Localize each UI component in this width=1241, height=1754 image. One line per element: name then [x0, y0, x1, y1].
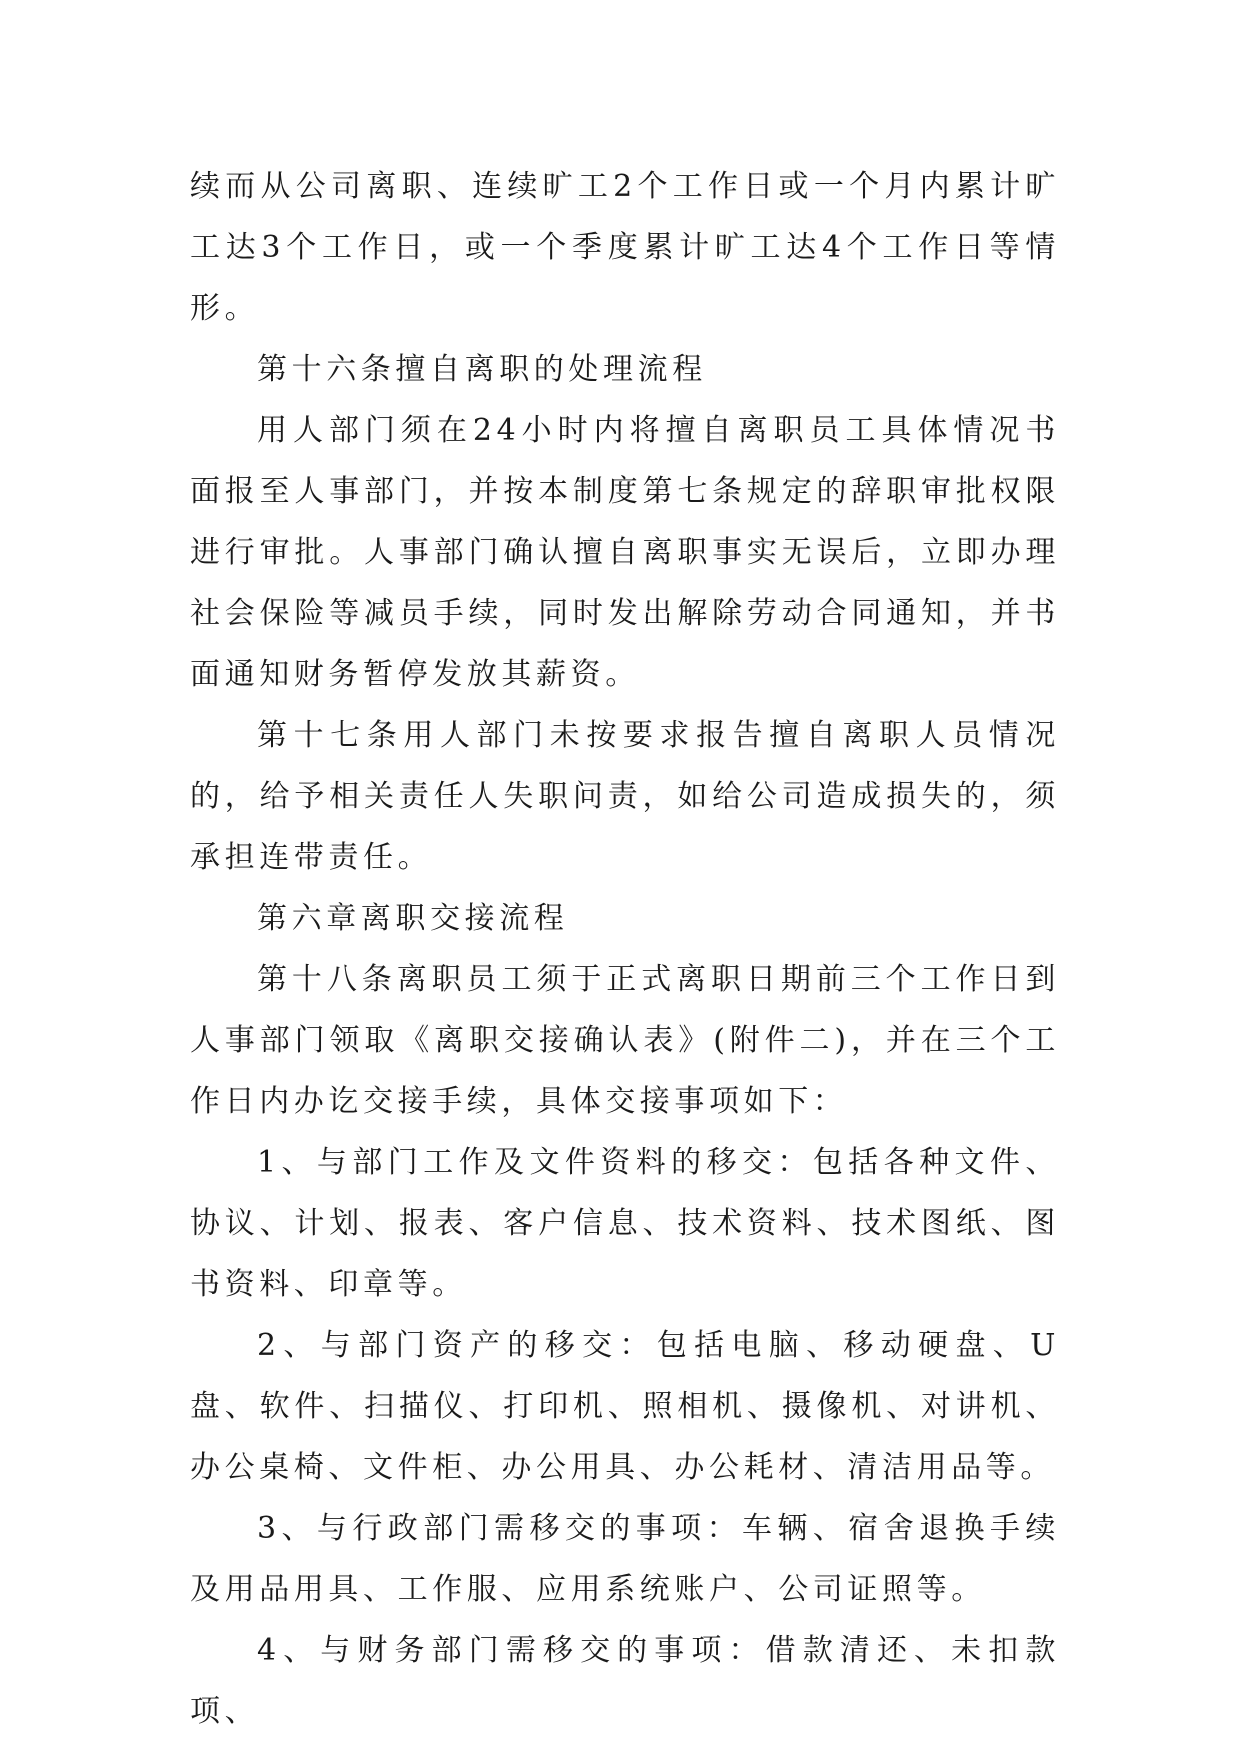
- paragraph-7: 1、与部门工作及文件资料的移交：包括各种文件、协议、计划、报表、客户信息、技术资料、技术图纸、图书资料、印章等。: [190, 1145, 1060, 1302]
- paragraph-9: 3、与行政部门需移交的事项：车辆、宿舍退换手续及用品用具、工作服、应用系统账户、公司证照等。: [190, 1511, 1060, 1607]
- paragraph-6: 第十八条离职员工须于正式离职日期前三个工作日到人事部门领取《离职交接确认表》(附件二)，并在三个工作日内办讫交接手续，具体交接事项如下：: [190, 962, 1060, 1119]
- paragraph-5: 第六章离职交接流程: [257, 901, 569, 936]
- paragraph-4: 第十七条用人部门未按要求报告擅自离职人员情况的，给予相关责任人失职问责，如给公司造成损失的，须承担连带责任。: [190, 718, 1060, 875]
- paragraph-10: 4、与财务部门需移交的事项：借款清还、未扣款项、: [190, 1633, 1060, 1729]
- paragraph-3: 用人部门须在24小时内将擅自离职员工具体情况书面报至人事部门，并按本制度第七条规定的辞职审批权限进行审批。人事部门确认擅自离职事实无误后，立即办理社会保险等减员手续，同时发出解除劳动合同通知，并书面通知财务暂停发放其薪资。: [190, 413, 1060, 692]
- document-body: [190, 156, 1060, 1742]
- paragraph-2: 第十六条擅自离职的处理流程: [257, 352, 707, 387]
- paragraph-1: 续而从公司离职、连续旷工2个工作日或一个月内累计旷工达3个工作日，或一个季度累计旷工达4个工作日等情形。: [190, 169, 1060, 326]
- paragraph-8: 2、与部门资产的移交：包括电脑、移动硬盘、U盘、软件、扫描仪、打印机、照相机、摄像机、对讲机、办公桌椅、文件柜、办公用具、办公耗材、清洁用品等。: [190, 1328, 1060, 1485]
